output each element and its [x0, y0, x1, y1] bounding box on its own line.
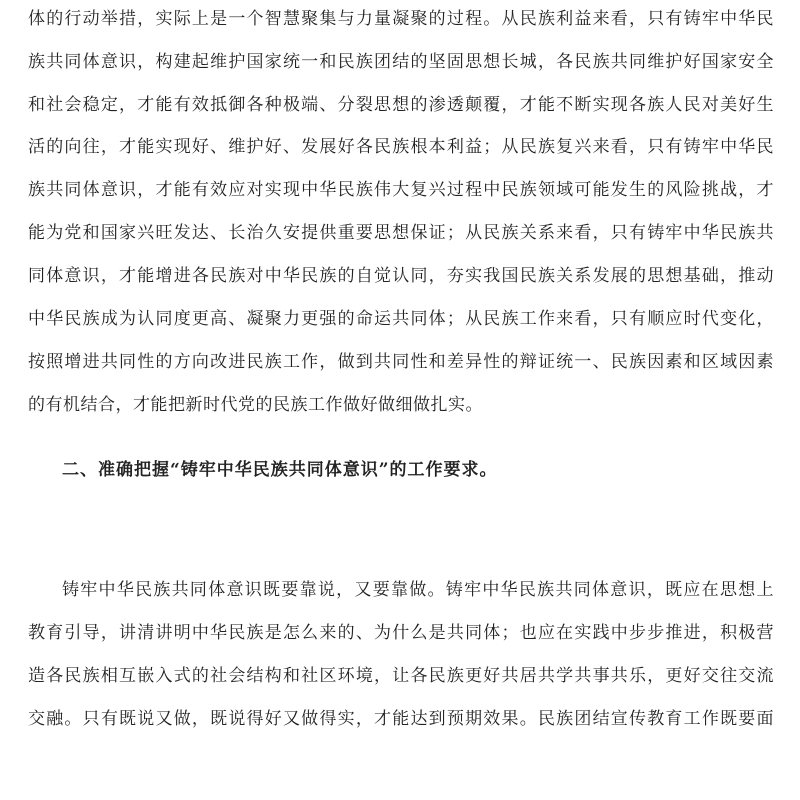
paragraph-line: 族共同体意识，才能有效应对实现中华民族伟大复兴过程中民族领域可能发生的风险挑战，才: [28, 180, 774, 200]
paragraph-line: 活的向往，才能实现好、维护好、发展好各民族根本利益；从民族复兴来看，只有铸牢中华民: [28, 137, 774, 157]
paragraph-line: 造各民族相互嵌入式的社会结构和社区环境，让各民族更好共居共学共事共乐，更好交往交流: [28, 666, 774, 686]
paragraph-line: 和社会稳定，才能有效抵御各种极端、分裂思想的渗透颠覆，才能不断实现各族人民对美好生: [28, 95, 774, 115]
paragraph-line: 中华民族成为认同度更高、凝聚力更强的命运共同体；从民族工作来看，只有顺应时代变化，: [28, 309, 774, 329]
paragraph-line: 铸牢中华民族共同体意识既要靠说，又要靠做。铸牢中华民族共同体意识，既应在思想上: [62, 580, 774, 600]
paragraph-line: 能为党和国家兴旺发达、长治久安提供重要思想保证；从民族关系来看，只有铸牢中华民族共: [28, 223, 774, 243]
paragraph-line: 教育引导，讲清讲明中华民族是怎么来的、为什么是共同体；也应在实践中步步推进，积极营: [28, 623, 774, 643]
paragraph-line: 同体意识，才能增进各民族对中华民族的自觉认同，夯实我国民族关系发展的思想基础，推动: [28, 266, 774, 286]
paragraph-line: 族共同体意识，构建起维护国家统一和民族团结的坚固思想长城，各民族共同维护好国家安全: [28, 52, 774, 72]
paragraph-line: 按照增进共同性的方向改进民族工作，做到共同性和差异性的辩证统一、民族因素和区域因素: [28, 352, 774, 372]
paragraph-line: 体的行动举措，实际上是一个智慧聚集与力量凝聚的过程。从民族利益来看，只有铸牢中华民: [28, 9, 774, 29]
paragraph-line: 的有机结合，才能把新时代党的民族工作做好做细做扎实。: [28, 395, 483, 415]
paragraph-line: 交融。只有既说又做，既说得好又做得实，才能达到预期效果。民族团结宣传教育工作既要面: [28, 709, 774, 729]
section-heading: 二、准确把握“铸牢中华民族共同体意识”的工作要求。: [62, 460, 498, 480]
